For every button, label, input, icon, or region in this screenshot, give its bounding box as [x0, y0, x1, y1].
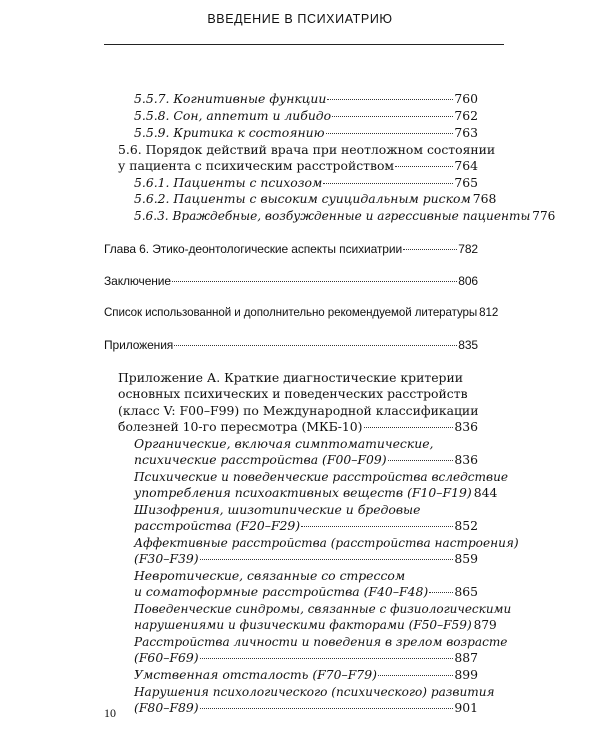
toc-entry-title: расстройства (F20–F29) [134, 518, 301, 533]
toc-entry-title: употребления психоактивных веществ (F10–F19) [134, 485, 472, 500]
toc-entry-page: 806 [458, 274, 478, 288]
toc-entry-title-line: Аффективные расстройства (расстройства настроения) [134, 536, 519, 550]
toc-entry[interactable] [134, 125, 478, 141]
toc-entry-title-line: Поведенческие синдромы, связанные с физиологическими [134, 602, 512, 616]
toc-entry-title: 5.5.8. Сон, аппетит и либидо [134, 108, 332, 123]
toc-entry-page: 844 [473, 485, 498, 500]
toc-entry-title: болезней 10-го пересмотра (МКБ-10) [118, 419, 363, 434]
toc-entry[interactable] [118, 158, 478, 174]
toc-entry-title-line: 5.6. Порядок действий врача при неотложном состоянии [118, 142, 496, 157]
toc-entry[interactable] [134, 700, 478, 716]
dot-leader [172, 281, 457, 282]
toc-entry-page: 768 [472, 191, 497, 206]
toc-entry-page: 865 [454, 584, 478, 599]
toc-entry-page: 836 [454, 419, 478, 434]
dot-leader [378, 675, 453, 676]
toc-entry[interactable] [134, 650, 478, 666]
toc-entry[interactable] [134, 551, 478, 567]
dot-leader [364, 427, 454, 428]
toc-entry-page: 836 [454, 452, 478, 467]
toc-entry-title: нарушениями и физическими факторами (F50–F59) [134, 618, 472, 632]
header-rule [104, 44, 504, 45]
dot-leader [200, 658, 454, 659]
dot-leader [332, 116, 453, 117]
toc-entry-page: 764 [454, 158, 478, 173]
toc-chapter[interactable] [104, 273, 478, 289]
toc-entry-title: (F30–F39) [134, 551, 199, 566]
page-number: 10 [104, 706, 116, 720]
toc-entry-title-line: Невротические, связанные со стрессом [134, 568, 406, 583]
toc-entry-page: 812 [479, 306, 499, 319]
running-header: ВВЕДЕНИЕ В ПСИХИАТРИЮ [207, 12, 393, 26]
toc-entry-page: 763 [454, 125, 478, 140]
toc-entry-title: и соматоформные расстройства (F40–F48) [134, 584, 429, 599]
toc-entry-title: Глава 6. Этико-деонтологические аспекты психиатрии [104, 242, 403, 256]
toc-chapter[interactable] [104, 337, 478, 353]
toc-entry-title-line: основных психических и поведенческих расстройств [118, 386, 468, 401]
toc-entry-page: 859 [454, 551, 478, 566]
dot-leader [323, 183, 453, 184]
toc-entry[interactable] [134, 175, 478, 191]
toc-entry[interactable] [134, 452, 478, 468]
toc-entry[interactable] [134, 584, 478, 600]
toc-entry-page: 765 [454, 175, 478, 190]
toc-entry-title: Заключение [104, 274, 171, 288]
toc-entry-title: 5.6.1. Пациенты с психозом [134, 175, 323, 190]
toc-chapter[interactable] [104, 305, 499, 321]
toc-entry-title: (F60–F69) [134, 650, 199, 665]
toc-entry-title: 5.6.2. Пациенты с высоким суицидальным риском [134, 191, 471, 206]
toc-entry-page: 835 [458, 338, 478, 352]
toc-entry-page: 762 [454, 108, 478, 123]
toc-entry-title: 5.5.9. Критика к состоянию [134, 125, 325, 140]
toc-entry-title: психические расстройства (F00–F09) [134, 452, 387, 467]
toc-entry-title: 5.5.7. Когнитивные функции [134, 91, 327, 106]
toc-entry-title-line: Органические, включая симптоматические, [134, 436, 434, 451]
toc-entry-title: Список использованной и дополнительно рекомендуемой литературы [104, 306, 478, 319]
toc-entry-title: у пациента с психическим расстройством [118, 158, 395, 173]
dot-leader [326, 133, 454, 134]
dot-leader [403, 249, 457, 250]
toc-entry-title-line: Нарушения психологического (психического) развития [134, 685, 495, 699]
toc-entry[interactable] [134, 518, 478, 534]
dot-leader [327, 99, 453, 100]
toc-entry[interactable] [134, 485, 498, 501]
toc-entry-page: 760 [454, 91, 478, 106]
toc-entry-title: Умственная отсталость (F70–F79) [134, 667, 377, 682]
toc-entry-title: 5.6.3. Враждебные, возбужденные и агрессивные пациенты [134, 209, 531, 223]
dot-leader [200, 559, 454, 560]
toc-entry-title-line: Шизофрения, шизотипические и бредовые [134, 502, 421, 517]
toc-entry-page: 901 [454, 700, 478, 715]
toc-entry-title-line: Расстройства личности и поведения в зрелом возрасте [134, 635, 508, 649]
dot-leader [200, 708, 454, 709]
toc-entry-title: (F80–F89) [134, 700, 199, 715]
dot-leader [429, 592, 453, 593]
toc-entry-page: 852 [454, 518, 478, 533]
toc-entry[interactable] [134, 91, 478, 107]
toc-entry[interactable] [134, 617, 497, 633]
dot-leader [174, 345, 457, 346]
toc-entry[interactable] [134, 108, 478, 124]
toc-entry-page: 887 [454, 650, 478, 665]
toc-entry-title-line: Психические и поведенческие расстройства вследствие [134, 470, 509, 484]
toc-entry[interactable] [134, 667, 478, 683]
toc-entry-page: 782 [458, 242, 478, 256]
dot-leader [395, 166, 453, 167]
toc-chapter[interactable] [104, 241, 478, 257]
toc-entry-page: 776 [532, 209, 556, 223]
toc-entry-title: Приложения [104, 338, 174, 352]
toc-entry[interactable] [134, 208, 556, 224]
toc-entry-title-line: (класс V: F00–F99) по Международной классификации [118, 403, 479, 418]
dot-leader [388, 460, 454, 461]
toc-entry[interactable] [118, 419, 478, 435]
toc-entry[interactable] [134, 191, 497, 207]
toc-entry-page: 899 [454, 667, 478, 682]
dot-leader [301, 526, 453, 527]
toc-entry-title-line: Приложение А. Краткие диагностические критерии [118, 370, 463, 385]
toc-entry-page: 879 [473, 618, 497, 632]
